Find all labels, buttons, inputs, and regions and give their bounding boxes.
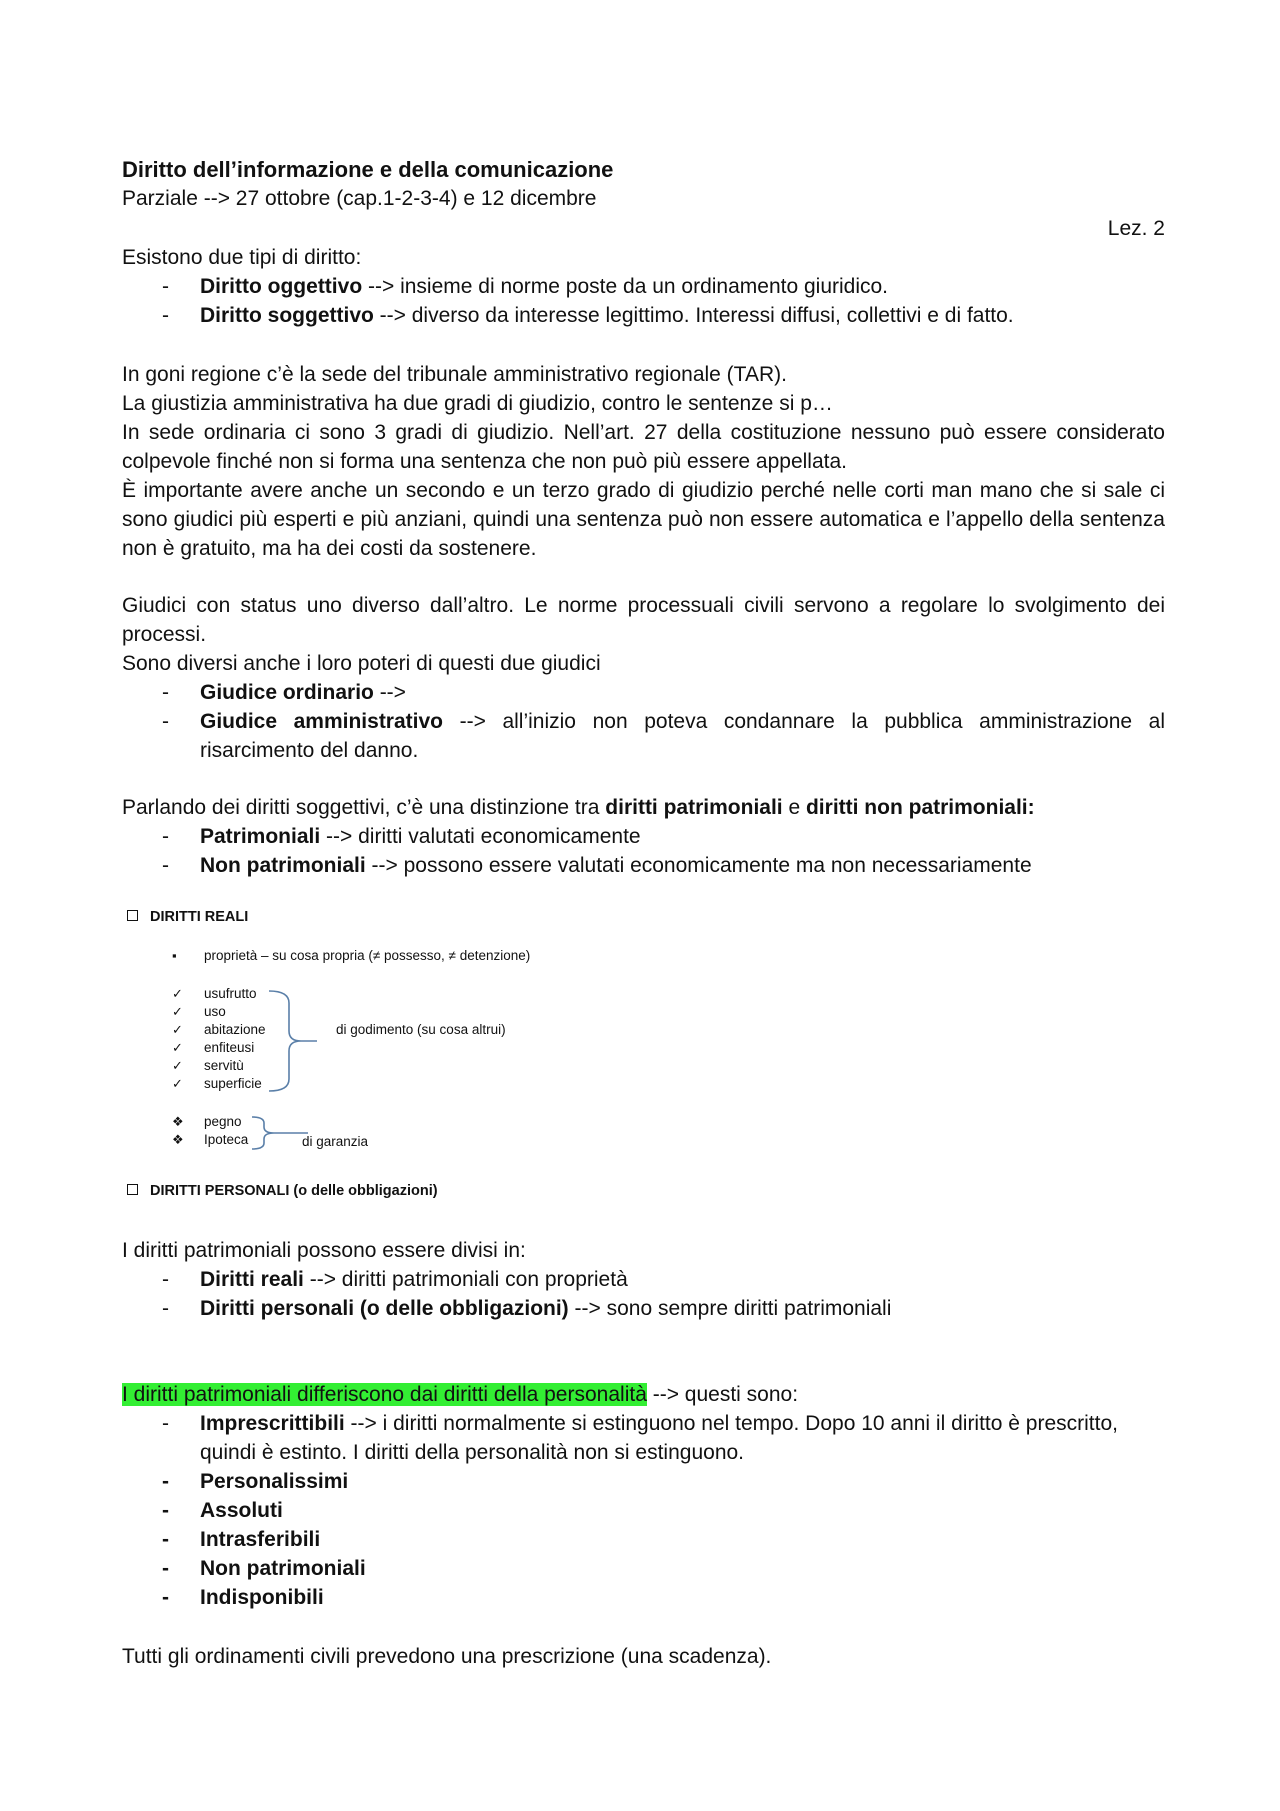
- dash-list: [122, 822, 1165, 880]
- godimento-item: usufrutto: [204, 986, 257, 1001]
- section-tipi-diritto: [122, 243, 1165, 330]
- item-text: --> diritti valutati economicamente: [320, 825, 641, 848]
- item-term: Assoluti: [200, 1499, 283, 1522]
- dash-bullet: -: [162, 1297, 169, 1320]
- dash-bullet: -: [162, 1499, 169, 1522]
- paragraph: È importante avere anche un secondo e un terzo grado di giudizio perché nelle corti man mano che si sale ci sono giudici più esperti e più anziani, quindi una sentenza può non essere automatica e l’appello della sentenza non è gratuito, ma ha dei costi da sostenere.: [122, 479, 1165, 560]
- document-subtitle: Parziale --> 27 ottobre (cap.1-2-3-4) e 12 dicembre: [122, 187, 597, 210]
- item-text: --> possono essere valutati economicamente ma non necessariamente: [365, 854, 1032, 877]
- item-text: --> all’inizio non poteva condannare la pubblica amministrazione al risarcimento del danno.: [200, 710, 1165, 762]
- list-item: [122, 1496, 1165, 1525]
- list-item: [122, 707, 1165, 765]
- godimento-item: abitazione: [204, 1022, 266, 1037]
- item-term: Giudice ordinario: [200, 681, 374, 704]
- list-item: [122, 1409, 1165, 1467]
- item-term: Intrasferibili: [200, 1528, 321, 1551]
- checkbox-square-icon: [127, 910, 138, 921]
- list-item: [122, 301, 1165, 330]
- dash-bullet: -: [162, 1557, 169, 1580]
- dash-bullet: -: [162, 275, 169, 298]
- list-item: [122, 1525, 1165, 1554]
- item-term: Diritti personali (o delle obbligazioni): [200, 1297, 569, 1320]
- section-giudici: [122, 591, 1165, 765]
- godimento-item: servitù: [204, 1058, 244, 1073]
- proprieta-text: proprietà – su cosa propria (≠ possesso, ≠ detenzione): [204, 948, 531, 963]
- godimento-label: di godimento (su cosa altrui): [336, 1022, 506, 1037]
- section-divisione: [122, 1236, 1165, 1323]
- text-run: e: [782, 796, 806, 819]
- garanzia-label: di garanzia: [302, 1134, 369, 1149]
- dash-bullet: -: [162, 304, 169, 327]
- list-item: [122, 1467, 1165, 1496]
- item-text: --> diverso da interesse legittimo. Interessi diffusi, collettivi e di fatto.: [373, 304, 1014, 327]
- check-icon: ✓: [172, 1004, 183, 1019]
- bold-term: diritti patrimoniali: [605, 796, 783, 819]
- item-term: Patrimoniali: [200, 825, 321, 848]
- list-item: [122, 678, 1165, 707]
- item-term: Non patrimoniali: [200, 854, 366, 877]
- dash-bullet: -: [162, 1586, 169, 1609]
- section-intro: I diritti patrimoniali possono essere divisi in:: [122, 1239, 526, 1262]
- garanzia-item: pegno: [204, 1114, 242, 1129]
- check-icon: ✓: [172, 1040, 183, 1055]
- item-text: --> insieme di norme poste da un ordinamento giuridico.: [362, 275, 889, 298]
- dash-bullet: -: [162, 1268, 169, 1291]
- section-prescrizione: [122, 1642, 1165, 1671]
- dash-list: [122, 1409, 1165, 1612]
- diamond-bullet-icon: ❖: [172, 1114, 184, 1129]
- paragraph: Giudici con status uno diverso dall’altro. Le norme processuali civili servono a regolare lo svolgimento dei processi.: [122, 594, 1165, 646]
- check-icon: ✓: [172, 1022, 183, 1037]
- dash-bullet: -: [162, 710, 169, 733]
- item-term: Diritto oggettivo: [200, 275, 363, 298]
- dash-bullet: -: [162, 1412, 169, 1435]
- check-icon: ✓: [172, 986, 183, 1001]
- godimento-brace-icon: [267, 989, 319, 1093]
- list-item: [122, 822, 1165, 851]
- diritti-figure: [122, 905, 822, 1205]
- heading-text: DIRITTI REALI: [150, 909, 249, 925]
- dash-bullet: -: [162, 1470, 169, 1493]
- dash-bullet: -: [162, 854, 169, 877]
- section-diritti-soggettivi: [122, 793, 1165, 880]
- heading-text: DIRITTI PERSONALI (o delle obbligazioni): [150, 1183, 438, 1199]
- text-run: Parlando dei diritti soggettivi, c’è una distinzione tra: [122, 796, 606, 819]
- item-term: Indisponibili: [200, 1586, 324, 1609]
- paragraph: La giustizia amministrativa ha due gradi di giudizio, contro le sentenze si p…: [122, 392, 833, 415]
- check-icon: ✓: [172, 1058, 183, 1073]
- section-tar: [122, 360, 1165, 563]
- highlighted-text: I diritti patrimoniali differiscono dai diritti della personalità: [122, 1383, 647, 1406]
- paragraph: Tutti gli ordinamenti civili prevedono una prescrizione (una scadenza).: [122, 1645, 772, 1668]
- text-run: --> questi sono:: [646, 1383, 799, 1406]
- figure-heading-personali: [127, 1183, 438, 1200]
- list-item: [122, 1583, 1165, 1612]
- bold-term: diritti non patrimoniali:: [805, 796, 1035, 819]
- dash-bullet: -: [162, 681, 169, 704]
- dash-bullet: -: [162, 1528, 169, 1551]
- item-text: --> diritti patrimoniali con proprietà: [303, 1268, 628, 1291]
- item-text: -->: [373, 681, 406, 704]
- item-term: Giudice amministrativo: [200, 710, 443, 733]
- dash-list: [122, 678, 1165, 765]
- garanzia-brace-icon: [250, 1115, 310, 1151]
- check-icon: ✓: [172, 1076, 183, 1091]
- godimento-item: superficie: [204, 1076, 262, 1091]
- section-intro: Esistono due tipi di diritto:: [122, 246, 362, 269]
- item-term: Personalissimi: [200, 1470, 349, 1493]
- paragraph: In goni regione c’è la sede del tribunale amministrativo regionale (TAR).: [122, 363, 787, 386]
- paragraph: [122, 1380, 1165, 1409]
- dash-list: [122, 1265, 1165, 1323]
- list-item: [122, 1265, 1165, 1294]
- item-term: Imprescrittibili: [200, 1412, 345, 1435]
- section-personalita: [122, 1380, 1165, 1612]
- figure-heading-reali: [127, 909, 248, 926]
- item-text: --> sono sempre diritti patrimoniali: [568, 1297, 892, 1320]
- dash-bullet: -: [162, 825, 169, 848]
- paragraph: [122, 793, 1165, 822]
- diamond-bullet-icon: ❖: [172, 1132, 184, 1147]
- dash-list: [122, 272, 1165, 330]
- paragraph: In sede ordinaria ci sono 3 gradi di giudizio. Nell’art. 27 della costituzione nessuno può essere considerato colpevole finché non si forma una sentenza che non può più essere appellata.: [122, 421, 1165, 473]
- item-text: --> i diritti normalmente si estinguono nel tempo. Dopo 10 anni il diritto è prescritto, quindi è estinto. I diritti della personalità non si estinguono.: [200, 1412, 1118, 1464]
- square-bullet-icon: ▪: [172, 948, 177, 963]
- list-item: [122, 1294, 1165, 1323]
- item-term: Diritto soggettivo: [200, 304, 374, 327]
- item-term: Diritti reali: [200, 1268, 304, 1291]
- list-item: [122, 851, 1165, 880]
- checkbox-square-icon: [127, 1184, 138, 1195]
- paragraph: Sono diversi anche i loro poteri di questi due giudici: [122, 652, 601, 675]
- list-item: [122, 272, 1165, 301]
- garanzia-item: Ipoteca: [204, 1132, 249, 1147]
- item-term: Non patrimoniali: [200, 1557, 366, 1580]
- lesson-label: Lez. 2: [1107, 217, 1165, 240]
- document-title: Diritto dell’informazione e della comunicazione: [122, 157, 614, 182]
- list-item: [122, 1554, 1165, 1583]
- godimento-item: enfiteusi: [204, 1040, 255, 1055]
- godimento-item: uso: [204, 1004, 226, 1019]
